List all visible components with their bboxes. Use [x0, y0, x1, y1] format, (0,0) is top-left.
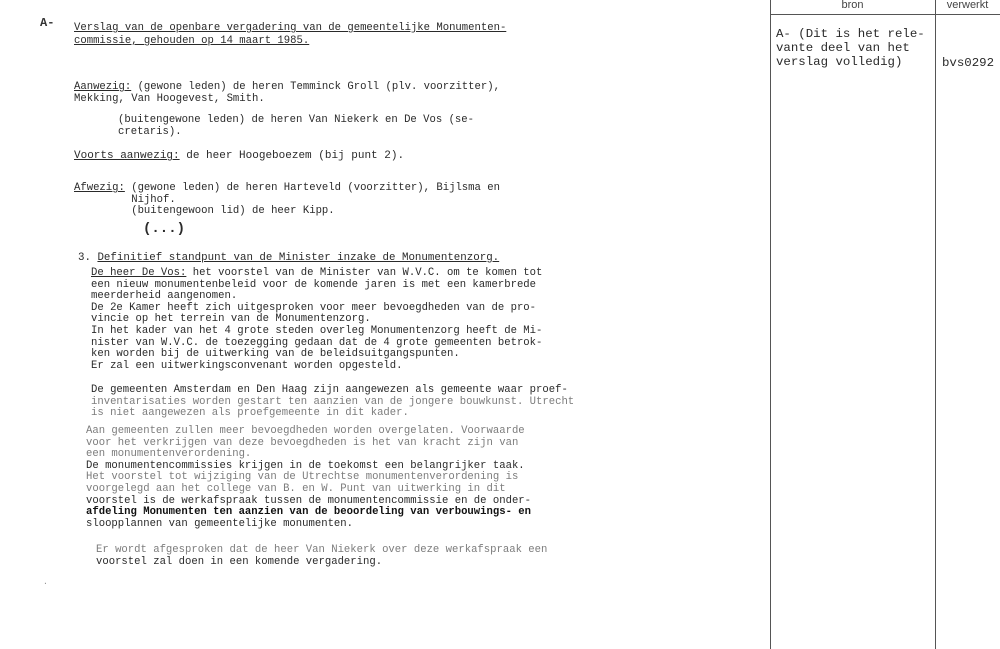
para2-line-2: inventarisaties worden gestart ten aanzien van de jongere bouwkunst. Utrecht [91, 395, 575, 408]
header-verwerkt: verwerkt [946, 0, 989, 11]
para3-line-3: een monumentenverordening. [86, 448, 252, 461]
para4-line-1: Er wordt afgesproken dat de heer Van Niekerk over deze werkafspraak een [96, 544, 548, 556]
note-line-1: A- (Dit is het rele- [776, 27, 925, 41]
note-line-3: verslag volledig) [776, 55, 903, 69]
panel-column-divider [935, 0, 936, 649]
para3-line-5: Het voorstel tot wijziging van de Utrechtse monumentenverordening is [86, 471, 519, 484]
paragraph-pilot-municipalities [91, 385, 574, 420]
para3-line-2: voor het verkrijgen van deze bevoegdheden is het van kracht zijn van [86, 436, 519, 449]
also-present-label: Voorts aanwezig: [74, 150, 180, 162]
title-line-1: Verslag van de openbare vergadering van de gemeentelijke Monumenten- [74, 22, 507, 34]
absent-line-1: (gewone leden) de heren Harteveld (voorzitter), Bijlsma en [124, 182, 500, 194]
panel-left-border [770, 0, 771, 649]
agenda-item-number: 3. [78, 252, 91, 264]
section-marker: A- [40, 16, 55, 30]
para1-line-6: In het kader van het 4 grote steden overleg Monumentenzorg heeft de Mi- [91, 324, 543, 337]
extraordinary-line-2: cretaris). [118, 125, 182, 138]
present-line-2: Mekking, Van Hoogevest, Smith. [74, 92, 265, 105]
note-line-2: vante deel van het [776, 41, 910, 55]
attendance-absent [74, 183, 500, 218]
paragraph-bevoegdheden [86, 426, 531, 530]
absent-label: Afwezig: [74, 182, 125, 194]
para1-line-5: vincie op het terrein van de Monumentenzorg. [91, 313, 371, 326]
absent-line-3: (buitengewoon lid) de heer Kipp. [131, 205, 335, 218]
para2-line-3: is niet aangewezen als proefgemeente in dit kader. [91, 407, 409, 420]
document-title [74, 22, 506, 48]
para1-line-3: meerderheid aangenomen. [91, 290, 238, 303]
para3-line-8: afdeling Monumenten ten aanzien van de beoordeling van verbouwings- en [86, 506, 532, 519]
para1-line-8: ken worden bij de uitwerking van de beleidsuitgangspunten. [91, 348, 460, 361]
attendance-extraordinary [118, 115, 474, 138]
present-line-1: (gewone leden) de heren Temminck Groll (plv. voorzitter), [131, 81, 500, 93]
source-note [776, 27, 925, 69]
extraordinary-line-1: (buitengewone leden) de heren Van Niekerk en De Vos (se- [118, 114, 475, 126]
absent-line-2: Nijhof. [131, 193, 176, 206]
agenda-item-heading [78, 253, 499, 265]
agenda-item-title: Definitief standpunt van de Minister inzake de Monumentenzorg. [97, 252, 500, 264]
para3-line-4: De monumentencommissies krijgen in de toekomst een belangrijker taak. [86, 459, 525, 472]
para1-line-9: Er zal een uitwerkingsconvenant worden opgesteld. [91, 359, 403, 372]
title-line-2: commissie, gehouden op 14 maart 1985. [74, 35, 310, 47]
para3-line-1: Aan gemeenten zullen meer bevoegdheden worden overgelaten. Voorwaarde [86, 425, 525, 437]
annotation-panel [770, 0, 1000, 649]
header-bron: bron [841, 0, 864, 11]
para1-line-2: een nieuw monumentenbeleid voor de komende jaren is met een kamerbrede [91, 278, 537, 291]
para3-line-9: sloopplannen van gemeentelijke monumenten. [86, 517, 354, 530]
omission-ellipsis: (...) [143, 221, 186, 237]
para1-line-4: De 2e Kamer heeft zich uitgesproken voor meer bevoegdheden van de pro- [91, 301, 537, 314]
para1-line-1: het voorstel van de Minister van W.V.C. om te komen tot [186, 267, 543, 279]
attendance-present [74, 82, 500, 105]
stray-mark: . [43, 578, 48, 587]
present-label: Aanwezig: [74, 81, 132, 93]
para3-line-7: voorstel is de werkafspraak tussen de monumentencommissie en de onder- [86, 494, 532, 507]
processed-code: bvs0292 [942, 56, 995, 70]
attendance-also-present [74, 151, 404, 163]
para3-line-6: voorgelegd aan het college van B. en W. Punt van uitwerking in dit [86, 482, 506, 495]
paragraph-minister [91, 268, 542, 372]
para1-line-7: nister van W.V.C. de toezegging gedaan dat de 4 grote gemeenten betrok- [91, 336, 543, 349]
panel-header-rule [770, 14, 1000, 15]
also-present-text: de heer Hoogeboezem (bij punt 2). [179, 150, 405, 162]
paragraph-agreement [96, 545, 547, 568]
para4-line-2: voorstel zal doen in een komende vergadering. [96, 555, 383, 568]
para2-line-1: De gemeenten Amsterdam en Den Haag zijn aangewezen als gemeente waar proef- [91, 384, 568, 396]
speaker-label: De heer De Vos: [91, 267, 187, 279]
